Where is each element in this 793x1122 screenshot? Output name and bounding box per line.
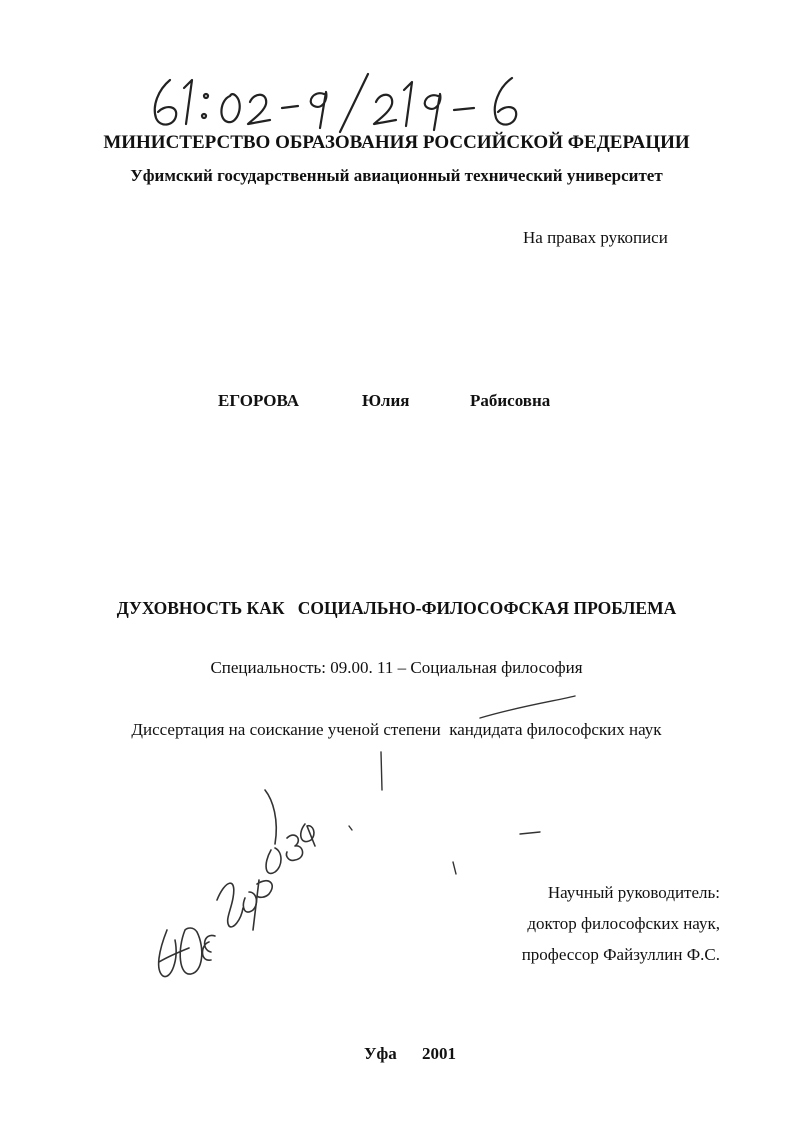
year: 2001	[422, 1044, 456, 1063]
supervisor-name: профессор Файзуллин Ф.С.	[521, 945, 720, 964]
author-first-name: Юлия	[362, 391, 410, 410]
manuscript-rights-note: На правах рукописи	[523, 228, 668, 247]
city: Уфа	[364, 1044, 397, 1063]
ministry-heading: МИНИСТЕРСТВО ОБРАЗОВАНИЯ РОССИЙСКОЙ ФЕДЕРАЦИИ	[103, 132, 690, 153]
thesis-title: ДУХОВНОСТЬ КАК СОЦИАЛЬНО-ФИЛОСОФСКАЯ ПРОБЛЕМА	[116, 598, 677, 618]
supervisor-degree: доктор философских наук,	[527, 914, 720, 933]
university-name: Уфимский государственный авиационный технический университет	[130, 166, 663, 185]
author-surname: ЕГОРОВА	[218, 391, 300, 410]
supervisor-role: Научный руководитель:	[547, 883, 720, 902]
handwritten-archive-code	[140, 66, 540, 134]
author-patronymic: Рабисовна	[470, 391, 551, 410]
author-signature	[145, 780, 345, 990]
thesis-specialty: Специальность: 09.00. 11 – Социальная философия	[210, 658, 583, 677]
dissertation-line: Диссертация на соискание ученой степени кандидата философских наук	[131, 720, 662, 739]
